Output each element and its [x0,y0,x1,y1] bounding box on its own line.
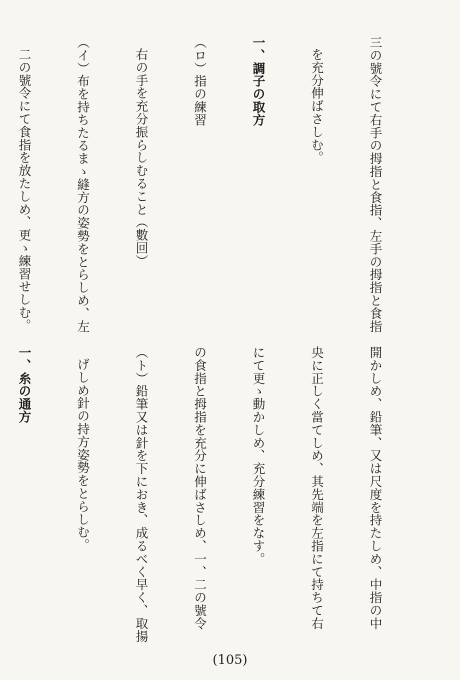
text-line: （イ）布を持ちたるまゝ縫方の姿勢をとらしめ、左 [75,36,91,333]
text-line: 開かしめ、鉛筆、又は尺度を持たしめ、中指の中 [368,346,383,630]
text-line: 央に正しく當てしめ、其先端を左指にて持ちて右 [309,346,325,630]
text-line: （ト）鉛筆又は針を下におき、成るべく早く、取揚 [134,346,149,643]
text-line: 二の號令にて食指を放たしめ、更ゝ練習せしむ。 [17,48,32,332]
lower-text-block [0,346,424,646]
text-line: 三の號令にて右手の拇指と食指、左手の拇指と食指 [368,36,383,333]
text-line: の食指と拇指を充分に伸ばさしめ、一、二の號令 [192,346,208,630]
section-heading: 一、糸の通方 [17,346,32,424]
text-line: げしめ針の持方姿勢をとらしむ。 [75,358,91,552]
upper-text-block [0,36,424,334]
page-number: (105) [212,653,248,668]
text-line: にて更ゝ動かしめ、充分練習をなす。 [251,346,266,566]
section-heading: 一、調子の取方 [251,36,266,127]
text-line: （ロ）指の練習 [192,36,208,127]
text-line: 右の手を充分振らしむること（數回） [134,48,149,268]
text-line: を充分伸ばさしむ。 [309,48,325,165]
